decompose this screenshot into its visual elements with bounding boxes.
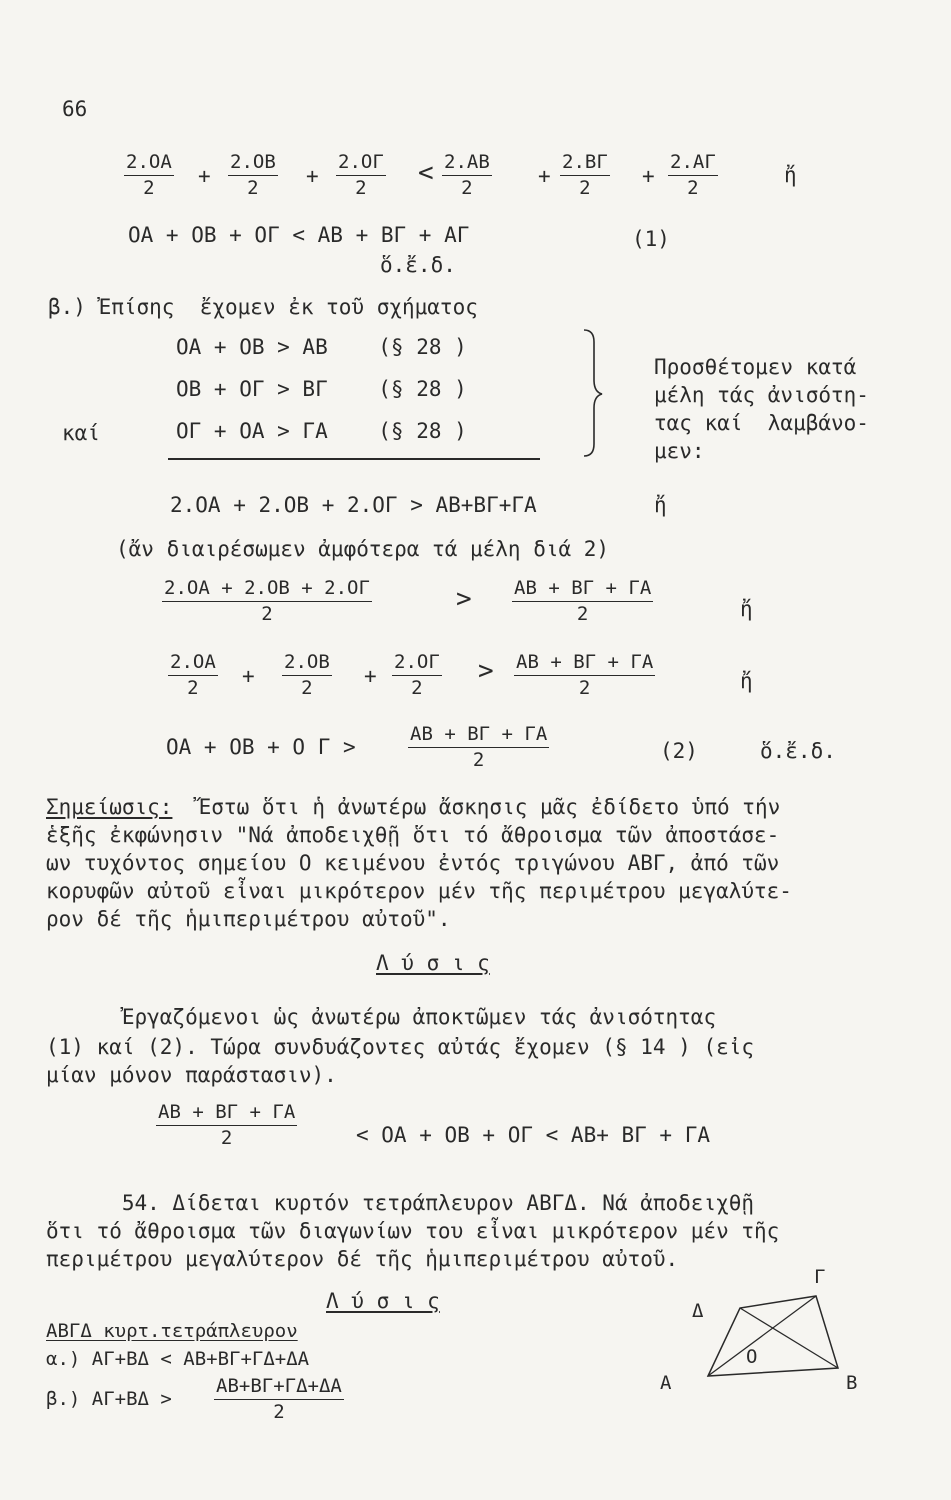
vertex-label-g: Γ: [814, 1266, 826, 1288]
fraction-right-sum: $\frac{AB + B\Gamma + \Gamma A}{2}$: [514, 577, 652, 625]
solution-line-3: μίαν μόνον παράστασιν).: [46, 1063, 337, 1087]
fraction-ob: $\frac{2.OB}{2}$: [230, 151, 276, 199]
claim-a: α.) ΑΓ+ΒΔ < ΑΒ+ΒΓ+ΓΔ+ΔΑ: [46, 1348, 310, 1370]
claim-b-left: β.) ΑΓ+ΒΔ >: [46, 1388, 172, 1410]
plus-sign: +: [242, 664, 255, 688]
equation-tag-1: (1): [632, 227, 670, 251]
given-statement: ΑΒΓΔ κυρτ.τετράπλευρον: [46, 1320, 298, 1342]
fraction-ob: $\frac{2.OB}{2}$: [284, 651, 330, 699]
qed-mark: ὅ.ἔ.δ.: [760, 739, 836, 763]
fraction-og: $\frac{2.O\Gamma}{2}$: [338, 151, 384, 199]
plus-sign: +: [364, 664, 377, 688]
fraction-ag: $\frac{2.A\Gamma}{2}$: [670, 151, 716, 199]
fraction-half-perimeter: $\frac{AB + B\Gamma + \Gamma A}{2}$: [158, 1101, 296, 1149]
side-note-line-1: Προσθέτομεν κατά: [654, 355, 857, 379]
point-label-o: Ο: [746, 1346, 758, 1368]
problem-line-2: ὅτι τό ἄθροισμα τῶν διαγωνίων του εἶναι μικρότερον μέν τῆς: [46, 1219, 780, 1243]
conjunction-or: ἤ: [654, 493, 667, 517]
fraction-oa: $\frac{2.OA}{2}$: [126, 151, 172, 199]
side-note-line-4: μεν:: [654, 439, 705, 463]
right-brace: [580, 328, 604, 458]
final-inequality-left: ΟΑ + ΟΒ + Ο Γ >: [166, 735, 356, 759]
fraction-half-perimeter: $\frac{AB+B\Gamma+\Gamma\Delta+\Delta A}{2}$: [216, 1375, 342, 1423]
vertex-label-d: Δ: [692, 1300, 704, 1322]
plus-sign: +: [538, 164, 551, 188]
side-note-line-3: τας καί λαμβάνο-: [654, 411, 869, 435]
inequality-row-2: ΟΒ + ΟΓ > ΒΓ (§ 28 ): [176, 377, 467, 401]
plus-sign: +: [198, 164, 211, 188]
page-number: 66: [62, 97, 88, 121]
vertex-label-b: Β: [846, 1372, 858, 1394]
fraction-ab: $\frac{2.AB}{2}$: [444, 151, 490, 199]
inequality-row-1: ΟΑ + ΟΒ > ΑΒ (§ 28 ): [176, 335, 467, 359]
solution-line-1: Ἐργαζόμενοι ὡς ἀνωτέρω ἀποκτῶμεν τάς ἀνισότητας: [46, 1005, 717, 1029]
divide-note: (ἄν διαιρέσωμεν ἀμφότερα τά μέλη διά 2): [116, 537, 610, 561]
less-than-sign: <: [418, 158, 434, 188]
problem-line-1: 54. Δίδεται κυρτόν τετράπλευρον ΑΒΓΔ. Νά ἀποδειχθῇ: [46, 1191, 755, 1215]
solution-heading: Λ ύ σ ι ς: [376, 951, 490, 975]
qed-mark: ὅ.ἔ.δ.: [380, 253, 456, 277]
sum-rule: [168, 458, 540, 460]
section-heading: β.) Ἐπίσης ἔχομεν ἐκ τοῦ σχήματος: [48, 295, 478, 319]
fraction-og: $\frac{2.O\Gamma}{2}$: [394, 651, 440, 699]
solution-line-2: (1) καί (2). Τώρα συνδυάζοντες αὐτάς ἔχομεν (§ 14 ) (εἰς: [46, 1035, 755, 1059]
inequality-row-3: ΟΓ + ΟΑ > ΓΑ (§ 28 ): [176, 419, 467, 443]
note-line-2: ἑξῆς ἐκφώνησιν "Νά ἀποδειχθῇ ὅτι τό ἄθροισμα τῶν ἀποστάσε-: [46, 823, 780, 847]
plus-sign: +: [306, 164, 319, 188]
problem-line-3: περιμέτρου μεγαλύτερον δέ τῆς ἡμιπεριμέτρου αὐτοῦ.: [46, 1247, 679, 1271]
fraction-half-perimeter: $\frac{AB + B\Gamma + \Gamma A}{2}$: [410, 723, 548, 771]
side-note-line-2: μέλη τάς ἀνισότη-: [654, 383, 869, 407]
fraction-right-sum: $\frac{AB + B\Gamma + \Gamma A}{2}$: [516, 651, 654, 699]
vertex-label-a: Α: [660, 1372, 672, 1394]
note-line-5: ρον δέ τῆς ἡμιπεριμέτρου αὐτοῦ".: [46, 907, 451, 931]
fraction-oa: $\frac{2.OA}{2}$: [170, 651, 216, 699]
greater-than-sign: >: [478, 656, 494, 686]
note-label: Σημείωσις:: [46, 795, 173, 819]
combined-inequality: < ΟΑ + ΟΒ + ΟΓ < ΑΒ+ ΒΓ + ΓΑ: [356, 1123, 711, 1147]
conjunction-or: ἤ: [784, 163, 797, 187]
sum-inequality: 2.ΟΑ + 2.ΟΒ + 2.ΟΓ > ΑΒ+ΒΓ+ΓΑ: [170, 493, 537, 517]
conjunction-or: ἤ: [740, 597, 753, 621]
note-line-4: κορυφῶν αὐτοῦ εἶναι μικρότερον μέν τῆς περιμέτρου μεγαλύτε-: [46, 879, 792, 903]
plus-sign: +: [642, 164, 655, 188]
note-line-1: Ἔστω ὅτι ἡ ἀνωτέρω ἄσκησις μᾶς ἐδίδετο ὑπό τήν: [186, 795, 781, 819]
solution-heading: Λ ύ σ ι ς: [326, 1289, 440, 1313]
fraction-bg: $\frac{2.B\Gamma}{2}$: [562, 151, 608, 199]
greater-than-sign: >: [456, 584, 472, 614]
word-and: καί: [62, 421, 100, 445]
equation-tag-2: (2): [660, 739, 698, 763]
fraction-left-sum: $\frac{2.OA + 2.OB + 2.O\Gamma}{2}$: [164, 577, 370, 625]
conjunction-or: ἤ: [740, 669, 753, 693]
inequality-1: ΟΑ + ΟΒ + ΟΓ < ΑΒ + ΒΓ + ΑΓ: [128, 223, 470, 247]
note-line-3: ων τυχόντος σημείου Ο κειμένου ἐντός τριγώνου ΑΒΓ, ἀπό τῶν: [46, 851, 780, 875]
